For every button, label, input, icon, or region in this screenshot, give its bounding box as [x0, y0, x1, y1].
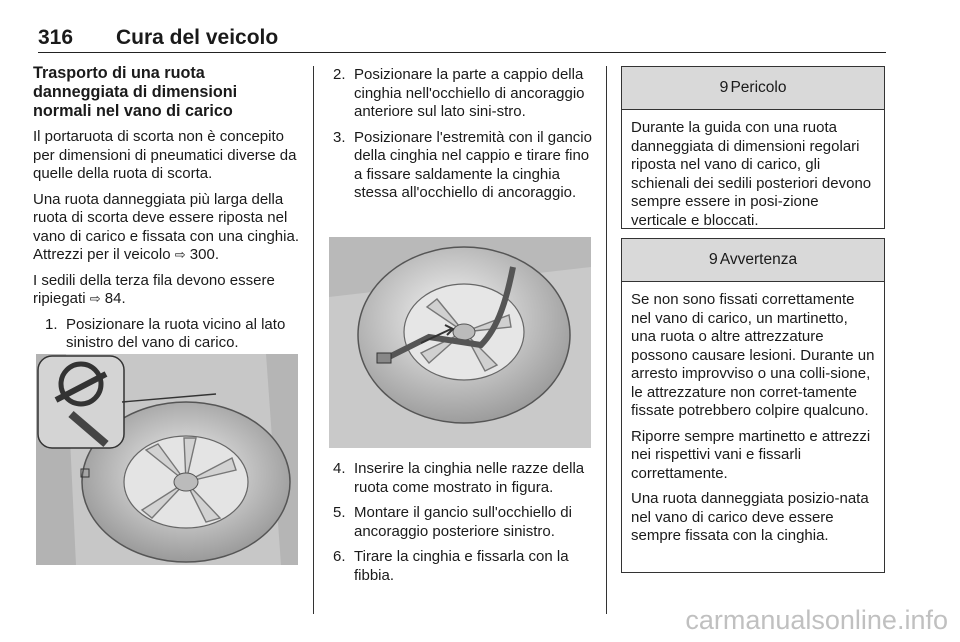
cross-reference-icon: ⇨	[89, 291, 101, 306]
warning-title: Avvertenza	[719, 251, 798, 268]
warning-triangle-icon: 9	[708, 251, 718, 268]
list-item: 4. Inserire la cinghia nelle razze della ruota come mostrato in figura.	[333, 460, 585, 496]
list-item: 2. Posizionare la parte a cappio della cinghia nell'occhiello di ancoraggio anteriore sul lato sini-stro.	[333, 66, 585, 120]
section-title: Trasporto di una ruota danneggiata di dimensioni normali nel vano di carico	[33, 64, 238, 120]
list-item: 3. Posizionare l'estremità con il gancio della cinghia nel cappio e tirare fino a fissare saldamente la cinghia stessa all'occhiello di ancoraggio.	[333, 128, 592, 201]
column-2-continued	[333, 460, 597, 592]
page-header	[38, 24, 886, 53]
warning-box-header	[622, 239, 884, 282]
list-item: 1. Posizionare la ruota vicino al lato sinistro del vano di carico.	[45, 315, 286, 351]
danger-box	[621, 66, 885, 229]
step-list	[333, 460, 597, 585]
warning-box	[621, 238, 885, 573]
warning-triangle-icon: 9	[719, 79, 729, 96]
page-number: 316	[38, 26, 74, 49]
danger-title: Pericolo	[730, 79, 787, 96]
paragraph: Durante la guida con una ruota danneggiata di dimensioni regolari riposta nel vano di carico, gli schienali dei sedili posteriori devono sempre essere in posi-zione verticale e bloccati.	[631, 119, 872, 229]
chapter-title: Cura del veicolo	[116, 26, 279, 49]
column-divider	[606, 66, 607, 614]
step-list	[333, 66, 597, 203]
page-reference-link[interactable]: 84.	[104, 290, 126, 307]
paragraph: Il portaruota di scorta non è concepito per dimensioni di pneumatici diverse da quelle della ruota di scorta.	[33, 128, 297, 182]
cross-reference-icon: ⇨	[174, 247, 186, 262]
page-reference-link[interactable]: 300.	[189, 246, 219, 263]
step-list	[33, 316, 301, 353]
watermark: carmanualsonline.info	[685, 605, 948, 635]
paragraph: Una ruota danneggiata più larga della ruota di scorta deve essere riposta nel vano di carico e fissata con una cinghia. Attrezzi per il veicolo ⇨ 300.	[33, 190, 299, 263]
column-divider	[313, 66, 314, 614]
list-item: 5. Montare il gancio sull'occhiello di ancoraggio posteriore sinistro.	[333, 504, 572, 540]
paragraph: Riporre sempre martinetto e attrezzi nei rispettivi vani e fissarli correttamente.	[631, 427, 871, 482]
figure-strap-through-spokes	[329, 237, 591, 448]
column-1	[33, 64, 301, 360]
list-item: 6. Tirare la cinghia e fissarla con la fibbia.	[333, 548, 569, 584]
danger-box-header	[622, 67, 884, 110]
paragraph: Se non sono fissati correttamente nel vano di carico, un martinetto, una ruota o altre attrezzature possono causare lesioni. Durante un arresto improvviso o una colli-sione, le attrezzature non corret-tamente fissate potrebbero colpire qualcuno.	[631, 291, 875, 419]
paragraph: I sedili della terza fila devono essere ripiegati ⇨ 84.	[33, 271, 275, 307]
column-2	[333, 66, 597, 210]
figure-wheel-in-cargo-area	[36, 354, 298, 565]
paragraph: Una ruota danneggiata posizio-nata nel vano di carico deve essere sempre fissata con la cinghia.	[631, 490, 869, 544]
